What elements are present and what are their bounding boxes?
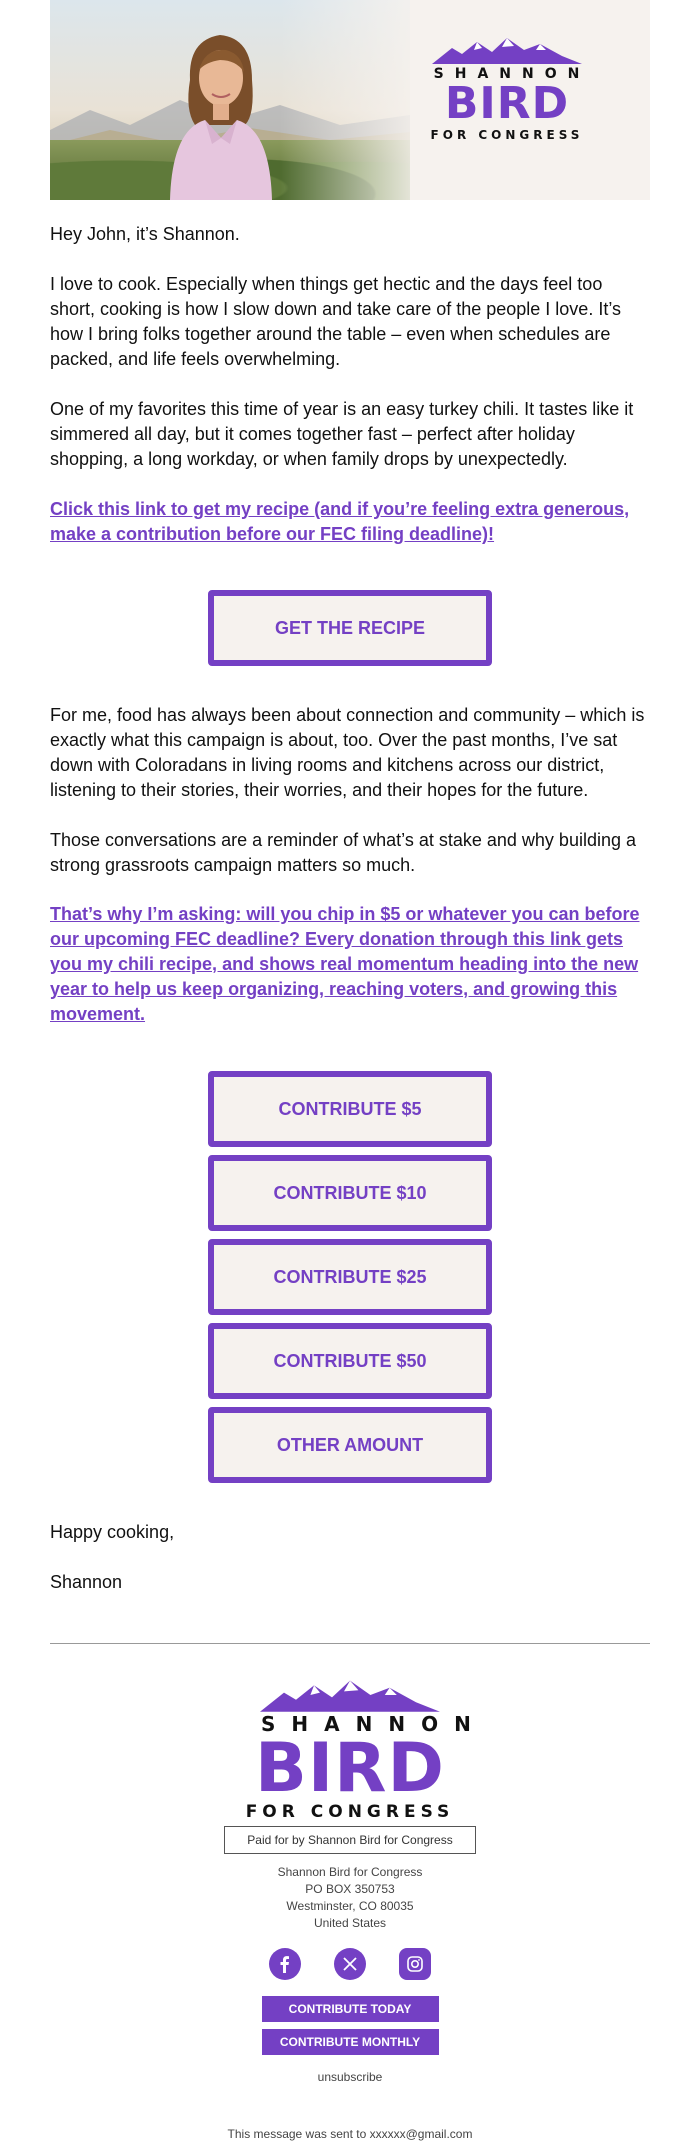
signoff: Happy cooking, <box>50 1522 175 1542</box>
greeting: Hey John, it’s Shannon. <box>50 224 240 244</box>
contribute-5-button[interactable]: CONTRIBUTE $5 <box>208 1071 492 1147</box>
contribute-50-button[interactable]: CONTRIBUTE $50 <box>208 1323 492 1399</box>
footer-mountain-logo-icon <box>260 1678 440 1712</box>
logo-for-congress-text: FOR CONGRESS <box>430 128 584 142</box>
footer <box>50 1678 650 1822</box>
address-line-4: United States <box>313 1916 387 1930</box>
get-recipe-button[interactable]: GET THE RECIPE <box>208 590 492 666</box>
paragraph-conversations: Those conversations are a reminder of what’s at stake and why building a strong grassroots campaign matters so much. <box>50 830 636 875</box>
social-links <box>50 1948 650 1980</box>
sent-to-notice: This message was sent to xxxxxx@gmail.com <box>227 2127 473 2141</box>
logo-shannon-text: SHANNON <box>433 66 591 82</box>
recipe-link[interactable]: Click this link to get my recipe (and if you’re feeling extra generous, make a contribution before our FEC filing deadline)! <box>50 499 630 544</box>
donate-link[interactable]: That’s why I’m asking: will you chip in $5 or whatever you can before our upcoming FEC deadline? Every donation through this link gets you my chili recipe, and shows real momentum heading into the new year to help us keep organizing, reaching voters, and growing this movement. <box>50 904 640 1024</box>
footer-logo-shannon-text: SHANNON <box>261 1712 487 1736</box>
header-banner <box>50 0 650 200</box>
address-line-1: Shannon Bird for Congress <box>277 1865 423 1879</box>
paid-for-disclaimer: Paid for by Shannon Bird for Congress <box>224 1826 475 1854</box>
footer-logo-for-congress-text: FOR CONGRESS <box>245 1802 455 1822</box>
paragraph-intro: I love to cook. Especially when things get hectic and the days feel too short, cooking is how I slow down and take care of the people I love. It’s how I bring folks together around the table – even when schedules are packed, and life feels overwhelming. <box>50 274 621 369</box>
other-amount-button[interactable]: OTHER AMOUNT <box>208 1407 492 1483</box>
instagram-icon[interactable] <box>399 1948 431 1980</box>
address-line-2: PO BOX 350753 <box>305 1882 395 1896</box>
address-line-3: Westminster, CO 80035 <box>286 1899 414 1913</box>
contribute-monthly-button[interactable]: CONTRIBUTE MONTHLY <box>262 2029 439 2055</box>
footer-logo-bird-text: BIRD <box>255 1729 445 1808</box>
paragraph-community: For me, food has always been about connection and community – which is exactly what this campaign is about, too. Over the past months, I’ve sat down with Coloradans in living rooms and kitchens across our district, listening to their stories, their worries, and their hopes for the future. <box>50 705 645 800</box>
footer-logo <box>245 1678 487 1822</box>
contribute-25-button[interactable]: CONTRIBUTE $25 <box>208 1239 492 1315</box>
campaign-logo <box>422 36 592 142</box>
paragraph-chili: One of my favorites this time of year is an easy turkey chili. It tastes like it simmered all day, but it comes together fast – perfect after holiday shopping, a long workday, or when family drops by unexpectedly. <box>50 399 634 469</box>
signature: Shannon <box>50 1572 123 1592</box>
x-icon[interactable] <box>334 1948 366 1980</box>
footer-divider <box>50 1643 650 1644</box>
unsubscribe-link[interactable]: unsubscribe <box>317 2070 383 2084</box>
candidate-portrait <box>160 20 280 200</box>
facebook-icon[interactable] <box>269 1948 301 1980</box>
mailing-address <box>50 1864 650 1932</box>
contribute-today-button[interactable]: CONTRIBUTE TODAY <box>262 1996 439 2022</box>
logo-bird-text: BIRD <box>444 78 570 129</box>
mountain-logo-icon <box>432 36 582 64</box>
contribute-10-button[interactable]: CONTRIBUTE $10 <box>208 1155 492 1231</box>
